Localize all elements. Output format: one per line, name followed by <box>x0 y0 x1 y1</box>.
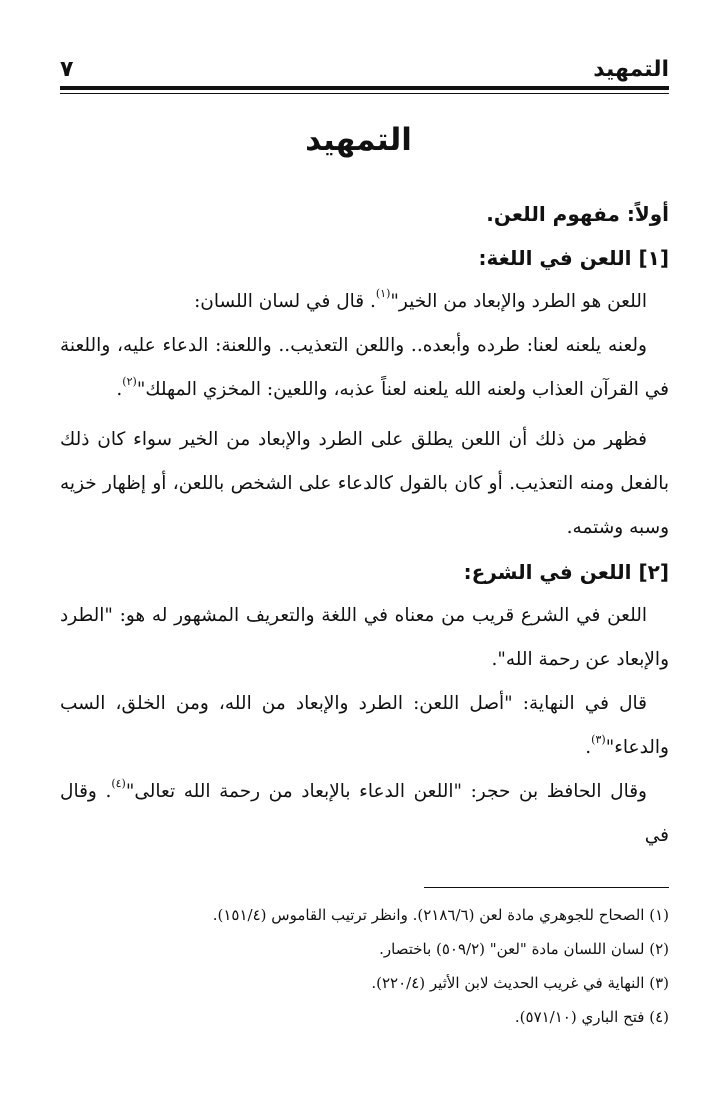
header-rule-thick <box>60 86 669 90</box>
footnote-ref-2[interactable]: (٢) <box>122 375 137 388</box>
section-heading-concept: أولاً: مفهوم اللعن. <box>486 202 669 226</box>
subheading-sharia: [٢] اللعن في الشرع: <box>463 560 669 584</box>
running-header <box>60 52 669 82</box>
header-rule-thin <box>60 93 669 94</box>
footnote-3: (٣) النهاية في غريب الحديث لابن الأثير (٢٢٠/٤). <box>371 974 669 992</box>
footnotes <box>60 898 669 1034</box>
paragraph-nihaya-quote <box>60 682 669 770</box>
chapter-title: التمهيد <box>305 122 412 158</box>
paragraph-text: اللعن هو الطرد والإبعاد من الخير" <box>390 291 647 312</box>
footnote-ref-4[interactable]: (٤) <box>111 777 126 790</box>
footnote-separator <box>424 887 669 888</box>
subheading-language: [١] اللعن في اللغة: <box>478 246 669 270</box>
page-number: ٧ <box>60 57 74 82</box>
paragraph-text: قال في النهاية: "أصل اللعن: الطرد والإبعاد من الله، ومن الخلق، السب والدعاء" <box>60 693 669 758</box>
paragraph-definition <box>60 280 669 324</box>
footnote-4: (٤) فتح الباري (٥٧١/١٠). <box>514 1008 669 1026</box>
footnote-2: (٢) لسان اللسان مادة "لعن" (٥٠٩/٢) باختصار. <box>379 940 669 958</box>
running-title: التمهيد <box>593 57 669 82</box>
footnote-ref-1[interactable]: (١) <box>375 287 391 300</box>
paragraph-tail: . <box>585 737 592 758</box>
paragraph-text: ولعنه يلعنه لعنا: طرده وأبعده.. واللعن التعذيب.. واللعنة: الدعاء عليه، واللعنة في القرآن العذاب ولعنه الله يلعنه لعناً عذبه، واللعين: المخزي المهلك" <box>60 335 669 400</box>
footnote-ref-3[interactable]: (٣) <box>591 733 606 746</box>
paragraph-conclusion: فظهر من ذلك أن اللعن يطلق على الطرد والإبعاد من الخير سواء كان ذلك بالفعل ومنه التعذيب. أو كان بالقول كالدعاء على الشخص باللعن، أو إظهار خزيه وسبه وشتمه. <box>60 429 669 538</box>
paragraph-tail: . قال في لسان اللسان: <box>194 291 376 312</box>
paragraph-tail: . <box>116 379 123 400</box>
paragraph-sharia-definition: اللعن في الشرع قريب من معناه في اللغة والتعريف المشهور له هو: "الطرد والإبعاد عن رحمة الله". <box>60 605 669 670</box>
body-text <box>60 192 669 858</box>
paragraph-text: وقال الحافظ بن حجر: "اللعن الدعاء بالإبعاد من رحمة الله تعالى" <box>125 781 647 802</box>
footnote-1: (١) الصحاح للجوهري مادة لعن (٢١٨٦/٦). وانظر ترتيب القاموس (١٥١/٤). <box>212 906 669 924</box>
paragraph-tail: . وقال في <box>60 781 669 846</box>
paragraph-ibn-hajar-quote <box>60 770 669 858</box>
paragraph-lisan-quote <box>60 324 669 412</box>
